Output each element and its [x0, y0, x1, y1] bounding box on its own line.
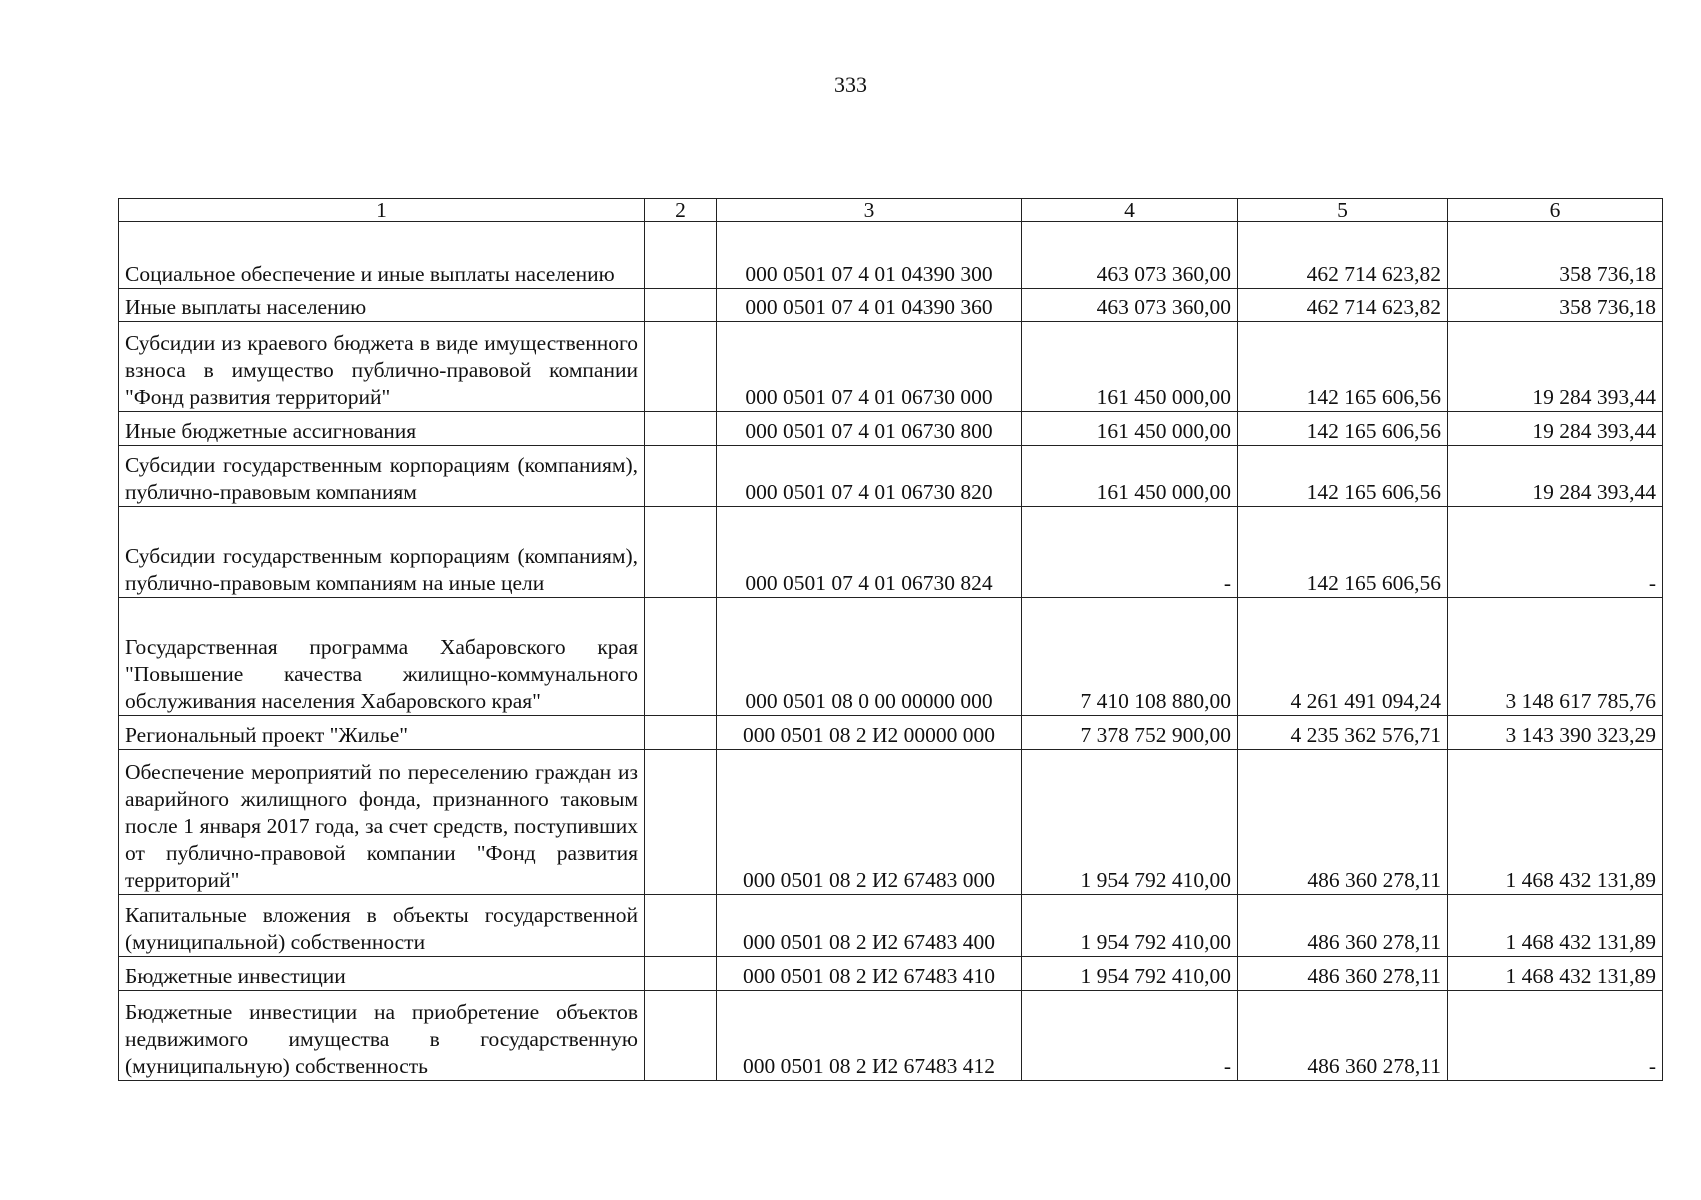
row-code: 000 0501 08 2 И2 67483 000 [717, 750, 1022, 895]
row-code: 000 0501 07 4 01 06730 820 [717, 446, 1022, 507]
row-name: Иные выплаты населению [119, 289, 645, 322]
row-code: 000 0501 08 2 И2 67483 400 [717, 895, 1022, 957]
row-name: Бюджетные инвестиции [119, 957, 645, 991]
column-header: 4 [1022, 199, 1238, 222]
row-col2 [645, 991, 717, 1081]
row-col4: 161 450 000,00 [1022, 446, 1238, 507]
row-name: Субсидии из краевого бюджета в виде имущественного взноса в имущество публично-правовой компании "Фонд развития территорий" [119, 322, 645, 412]
row-col6: 1 468 432 131,89 [1448, 750, 1663, 895]
row-col6: 3 143 390 323,29 [1448, 716, 1663, 750]
row-name: Субсидии государственным корпорациям (компаниям), публично-правовым компаниям на иные цели [119, 507, 645, 598]
row-code: 000 0501 08 2 И2 67483 410 [717, 957, 1022, 991]
row-col4: 161 450 000,00 [1022, 412, 1238, 446]
row-col2 [645, 895, 717, 957]
row-code: 000 0501 08 2 И2 00000 000 [717, 716, 1022, 750]
row-name: Государственная программа Хабаровского края "Повышение качества жилищно-коммунального обслуживания населения Хабаровского края" [119, 598, 645, 716]
row-col5: 462 714 623,82 [1238, 289, 1448, 322]
row-col2 [645, 446, 717, 507]
table-row [119, 289, 1663, 322]
row-col6: - [1448, 507, 1663, 598]
row-code: 000 0501 07 4 01 04390 360 [717, 289, 1022, 322]
row-col5: 142 165 606,56 [1238, 507, 1448, 598]
table-row [119, 507, 1663, 598]
row-col5: 486 360 278,11 [1238, 957, 1448, 991]
row-col6: 1 468 432 131,89 [1448, 895, 1663, 957]
row-col6: 3 148 617 785,76 [1448, 598, 1663, 716]
row-col5: 4 261 491 094,24 [1238, 598, 1448, 716]
row-col4: 1 954 792 410,00 [1022, 750, 1238, 895]
column-header: 1 [119, 199, 645, 222]
row-col5: 4 235 362 576,71 [1238, 716, 1448, 750]
budget-table [118, 198, 1663, 1081]
row-col4: 463 073 360,00 [1022, 222, 1238, 289]
row-col5: 142 165 606,56 [1238, 412, 1448, 446]
row-col6: 19 284 393,44 [1448, 412, 1663, 446]
row-col4: - [1022, 507, 1238, 598]
row-col2 [645, 507, 717, 598]
row-name: Социальное обеспечение и иные выплаты населению [119, 222, 645, 289]
row-name: Обеспечение мероприятий по переселению граждан из аварийного жилищного фонда, признанного таковым после 1 января 2017 года, за счет средств, поступивших от публично-правовой компании "Фонд развития территорий" [119, 750, 645, 895]
row-name: Бюджетные инвестиции на приобретение объектов недвижимого имущества в государственную (муниципальную) собственность [119, 991, 645, 1081]
row-col4: 161 450 000,00 [1022, 322, 1238, 412]
table-header-row [119, 199, 1663, 222]
table-row [119, 991, 1663, 1081]
row-col4: 463 073 360,00 [1022, 289, 1238, 322]
row-col6: 1 468 432 131,89 [1448, 957, 1663, 991]
table-row [119, 598, 1663, 716]
row-col2 [645, 716, 717, 750]
column-header: 2 [645, 199, 717, 222]
row-col5: 486 360 278,11 [1238, 895, 1448, 957]
row-code: 000 0501 08 2 И2 67483 412 [717, 991, 1022, 1081]
row-code: 000 0501 07 4 01 06730 824 [717, 507, 1022, 598]
row-col6: 358 736,18 [1448, 222, 1663, 289]
row-col2 [645, 750, 717, 895]
row-col6: 19 284 393,44 [1448, 322, 1663, 412]
table-row [119, 957, 1663, 991]
row-code: 000 0501 07 4 01 06730 000 [717, 322, 1022, 412]
row-code: 000 0501 08 0 00 00000 000 [717, 598, 1022, 716]
row-name: Капитальные вложения в объекты государственной (муниципальной) собственности [119, 895, 645, 957]
table-row [119, 322, 1663, 412]
table-row [119, 412, 1663, 446]
row-col2 [645, 322, 717, 412]
row-col6: 19 284 393,44 [1448, 446, 1663, 507]
row-col4: 7 378 752 900,00 [1022, 716, 1238, 750]
row-col2 [645, 957, 717, 991]
column-header: 5 [1238, 199, 1448, 222]
row-code: 000 0501 07 4 01 04390 300 [717, 222, 1022, 289]
table-row [119, 750, 1663, 895]
row-name: Иные бюджетные ассигнования [119, 412, 645, 446]
row-col5: 486 360 278,11 [1238, 991, 1448, 1081]
row-col4: 1 954 792 410,00 [1022, 895, 1238, 957]
row-col4: - [1022, 991, 1238, 1081]
table-row [119, 446, 1663, 507]
row-name: Региональный проект "Жилье" [119, 716, 645, 750]
row-col5: 142 165 606,56 [1238, 446, 1448, 507]
column-header: 6 [1448, 199, 1663, 222]
column-header: 3 [717, 199, 1022, 222]
row-col4: 1 954 792 410,00 [1022, 957, 1238, 991]
row-col2 [645, 289, 717, 322]
row-name: Субсидии государственным корпорациям (компаниям), публично-правовым компаниям [119, 446, 645, 507]
row-col6: - [1448, 991, 1663, 1081]
row-col6: 358 736,18 [1448, 289, 1663, 322]
row-col5: 462 714 623,82 [1238, 222, 1448, 289]
row-code: 000 0501 07 4 01 06730 800 [717, 412, 1022, 446]
row-col2 [645, 598, 717, 716]
row-col4: 7 410 108 880,00 [1022, 598, 1238, 716]
table-row [119, 895, 1663, 957]
table-row [119, 222, 1663, 289]
page-number: 333 [834, 72, 867, 97]
row-col2 [645, 222, 717, 289]
row-col5: 486 360 278,11 [1238, 750, 1448, 895]
table-row [119, 716, 1663, 750]
row-col5: 142 165 606,56 [1238, 322, 1448, 412]
row-col2 [645, 412, 717, 446]
